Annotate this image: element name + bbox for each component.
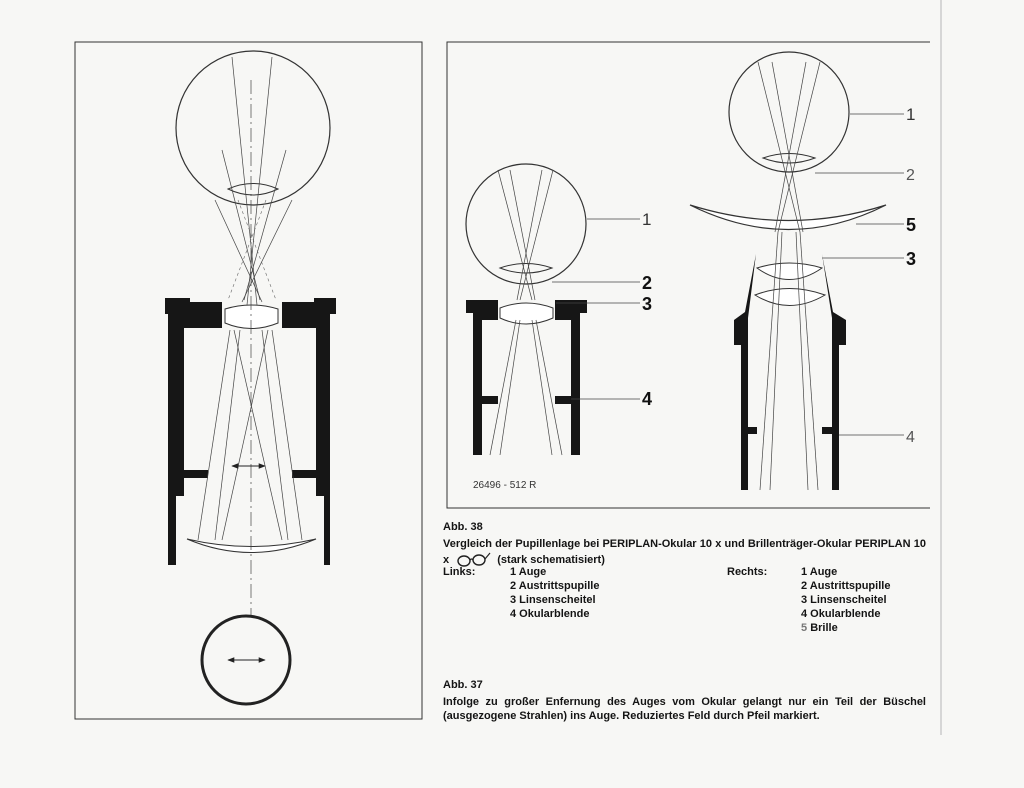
legend-item-5-number: 5 bbox=[801, 622, 808, 634]
periplan-eyepiece bbox=[466, 164, 587, 491]
legend-rechts-heading: Rechts: bbox=[727, 566, 768, 578]
abb37-title: Abb. 37 bbox=[443, 679, 483, 691]
eyepiece-wall-left-middle bbox=[466, 300, 498, 455]
eye-circle-middle bbox=[466, 164, 586, 284]
abb38-title: Abb. 38 bbox=[443, 521, 483, 533]
legend-item: 3 Linsenscheitel bbox=[801, 594, 887, 606]
eyepiece-eye-lens-middle bbox=[500, 303, 553, 324]
legend-links-heading: Links: bbox=[443, 566, 476, 578]
legend-item-5-text: Brille bbox=[810, 622, 838, 634]
abb38-text-before: Vergleich der Pupillenlage bei PERIPLAN-Okular 10 x und Brillenträger-Okular PERIPLAN 10 x bbox=[443, 538, 926, 566]
abb38-text bbox=[443, 537, 926, 567]
eyepiece-tube-right-wall bbox=[282, 298, 336, 565]
legend-item: 2 Austrittspupille bbox=[801, 580, 891, 592]
label-right-1: 1 bbox=[906, 105, 916, 124]
legend-item: 1 Auge bbox=[801, 566, 838, 578]
eye-lens bbox=[228, 184, 278, 196]
legend-item-brille bbox=[801, 621, 890, 635]
abb37-text: Infolge zu großer Enfernung des Auges vom Okular gelangt nur ein Teil der Büschel (ausgezogene Strahlen) ins Auge. Reduziertes Feld durch Pfeil markiert. bbox=[443, 696, 926, 722]
spectacle-lens bbox=[690, 205, 886, 230]
eyepiece-eye-lens bbox=[225, 305, 278, 329]
label-right-2: 2 bbox=[906, 167, 915, 184]
legend-item: 4 Okularblende bbox=[510, 608, 590, 620]
abb38-text-after: (stark schematisiert) bbox=[497, 554, 605, 566]
eyepiece-field-lens bbox=[187, 539, 316, 553]
eyepiece-wall-right-right bbox=[822, 254, 846, 490]
abb37-diagram bbox=[75, 42, 422, 719]
label-right-3: 3 bbox=[906, 249, 917, 269]
eyepiece-lens-upper bbox=[757, 263, 822, 280]
figure-code: 26496 - 512 R bbox=[473, 480, 537, 491]
label-middle-1: 1 bbox=[642, 210, 652, 229]
eye-circle bbox=[176, 51, 330, 205]
eyepiece-lens-lower bbox=[755, 289, 825, 306]
eye-lens-middle bbox=[500, 264, 552, 274]
legend-item: 1 Auge bbox=[510, 566, 547, 578]
legend-item: 2 Austrittspupille bbox=[510, 580, 600, 592]
label-middle-4: 4 bbox=[642, 389, 653, 409]
eyepiece-wall-right-middle bbox=[555, 300, 587, 455]
label-right-5: 5 bbox=[906, 215, 917, 235]
label-right-4: 4 bbox=[906, 429, 915, 446]
abb37-caption bbox=[443, 678, 926, 723]
label-middle-2: 2 bbox=[642, 273, 653, 293]
abb38-caption bbox=[443, 520, 926, 567]
legend-item: 4 Okularblende bbox=[801, 608, 881, 620]
legend-item: 3 Linsenscheitel bbox=[510, 594, 596, 606]
eyepiece-tube-left-wall bbox=[165, 298, 222, 565]
legend-rechts-list bbox=[801, 565, 890, 635]
label-middle-3: 3 bbox=[642, 294, 653, 314]
eyepiece-wall-left-right bbox=[734, 254, 757, 490]
eyeglass-wearer-eyepiece bbox=[690, 52, 886, 490]
abb38-diagram bbox=[447, 42, 930, 508]
legend-links-list bbox=[510, 565, 599, 621]
abb38-frame bbox=[447, 42, 930, 508]
